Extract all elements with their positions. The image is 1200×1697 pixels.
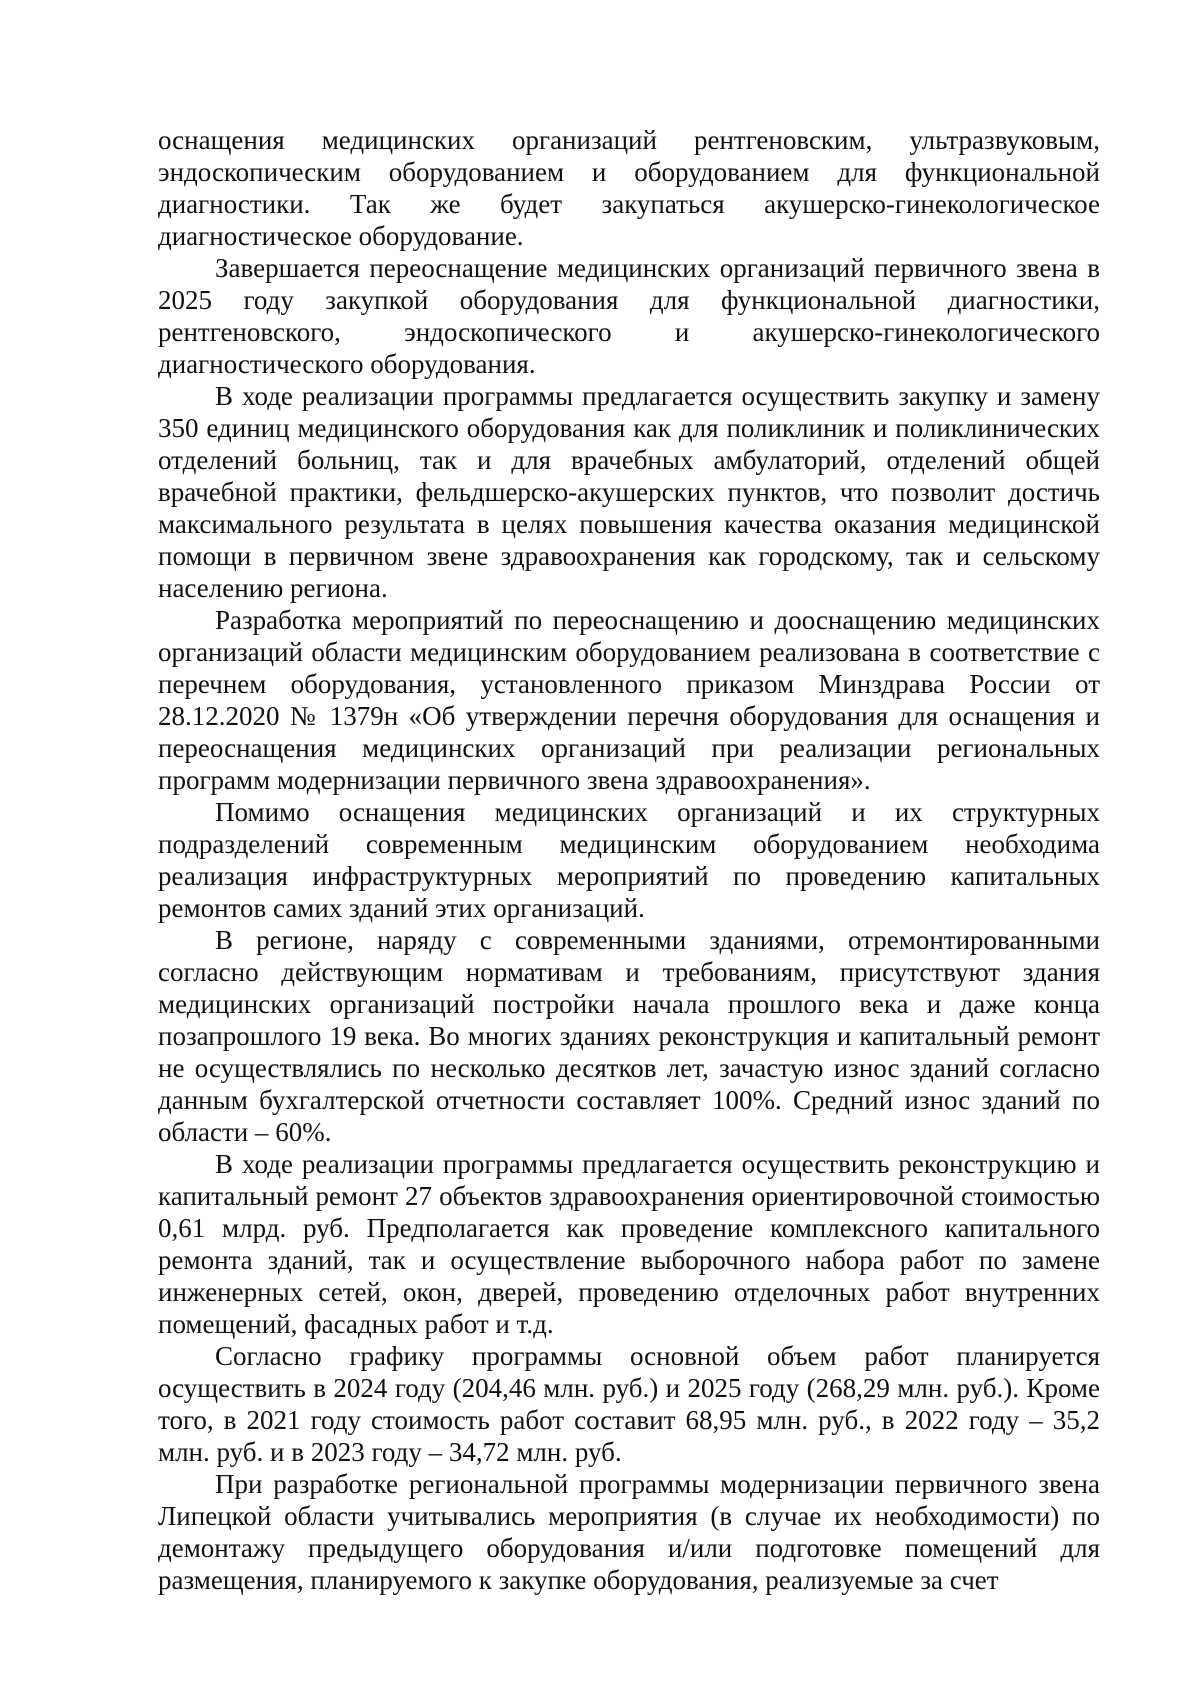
paragraph-infrastructure: Помимо оснащения медицинских организаций и их структурных подразделений современным медицинским оборудованием необходима реализация инфраструктурных мероприятий по проведению капитальных ремонтов самих зданий этих организаций. [158,797,1100,923]
paragraph-continuation: оснащения медицинских организаций рентгеновским, ультразвуковым, эндоскопическим оборудованием и оборудованием для функциональной диагностики. Так же будет закупаться акушерско-гинекологическое диагностическое оборудование. [158,125,1100,251]
paragraph-reconstruction: В ходе реализации программы предлагается осуществить реконструкцию и капитальный ремонт 27 объектов здравоохранения ориентировочной стоимостью 0,61 млрд. руб. Предполагается как проведение комплексного капитального ремонта зданий, так и осуществление выборочного набора работ по замене инженерных сетей, окон, дверей, проведению отделочных работ внутренних помещений, фасадных работ и т.д. [158,1149,1100,1339]
paragraph-equipment-purchase: В ходе реализации программы предлагается осуществить закупку и замену 350 единиц медицинского оборудования как для поликлиник и поликлинических отделений больниц, так и для врачебных амбулаторий, отделений общей врачебной практики, фельдшерско-акушерских пунктов, что позволит достичь максимального результата в целях повышения качества оказания медицинской помощи в первичном звене здравоохранения как городскому, так и сельскому населению региона. [158,381,1100,603]
paragraph-schedule: Согласно графику программы основной объем работ планируется осуществить в 2024 году (204,46 млн. руб.) и 2025 году (268,29 млн. руб.). Кроме того, в 2021 году стоимость работ составит 68,95 млн. руб., в 2022 году – 35,2 млн. руб. и в 2023 году – 34,72 млн. руб. [158,1341,1100,1467]
document-body [158,124,1100,1596]
paragraph-building-condition: В регионе, наряду с современными зданиями, отремонтированными согласно действующим нормативам и требованиям, присутствуют здания медицинских организаций постройки начала прошлого века и даже конца позапрошлого 19 века. Во многих зданиях реконструкция и капитальный ремонт не осуществлялись по несколько десятков лет, зачастую износ зданий согласно данным бухгалтерской отчетности составляет 100%. Средний износ зданий по области – 60%. [158,925,1100,1147]
paragraph-regional-program: При разработке региональной программы модернизации первичного звена Липецкой области учитывались мероприятия (в случае их необходимости) по демонтажу предыдущего оборудования и/или подготовке помещений для размещения, планируемого к закупке оборудования, реализуемые за счет [158,1469,1100,1595]
paragraph-reequipment-2025: Завершается переоснащение медицинских организаций первичного звена в 2025 году закупкой оборудования для функциональной диагностики, рентгеновского, эндоскопического и акушерско-гинекологического диагностического оборудования. [158,253,1100,379]
paragraph-equipment-list-order: Разработка мероприятий по переоснащению и дооснащению медицинских организаций области медицинским оборудованием реализована в соответствие с перечнем оборудования, установленного приказом Минздрава России от 28.12.2020 № 1379н «Об утверждении перечня оборудования для оснащения и переоснащения медицинских организаций при реализации региональных программ модернизации первичного звена здравоохранения». [158,605,1100,795]
